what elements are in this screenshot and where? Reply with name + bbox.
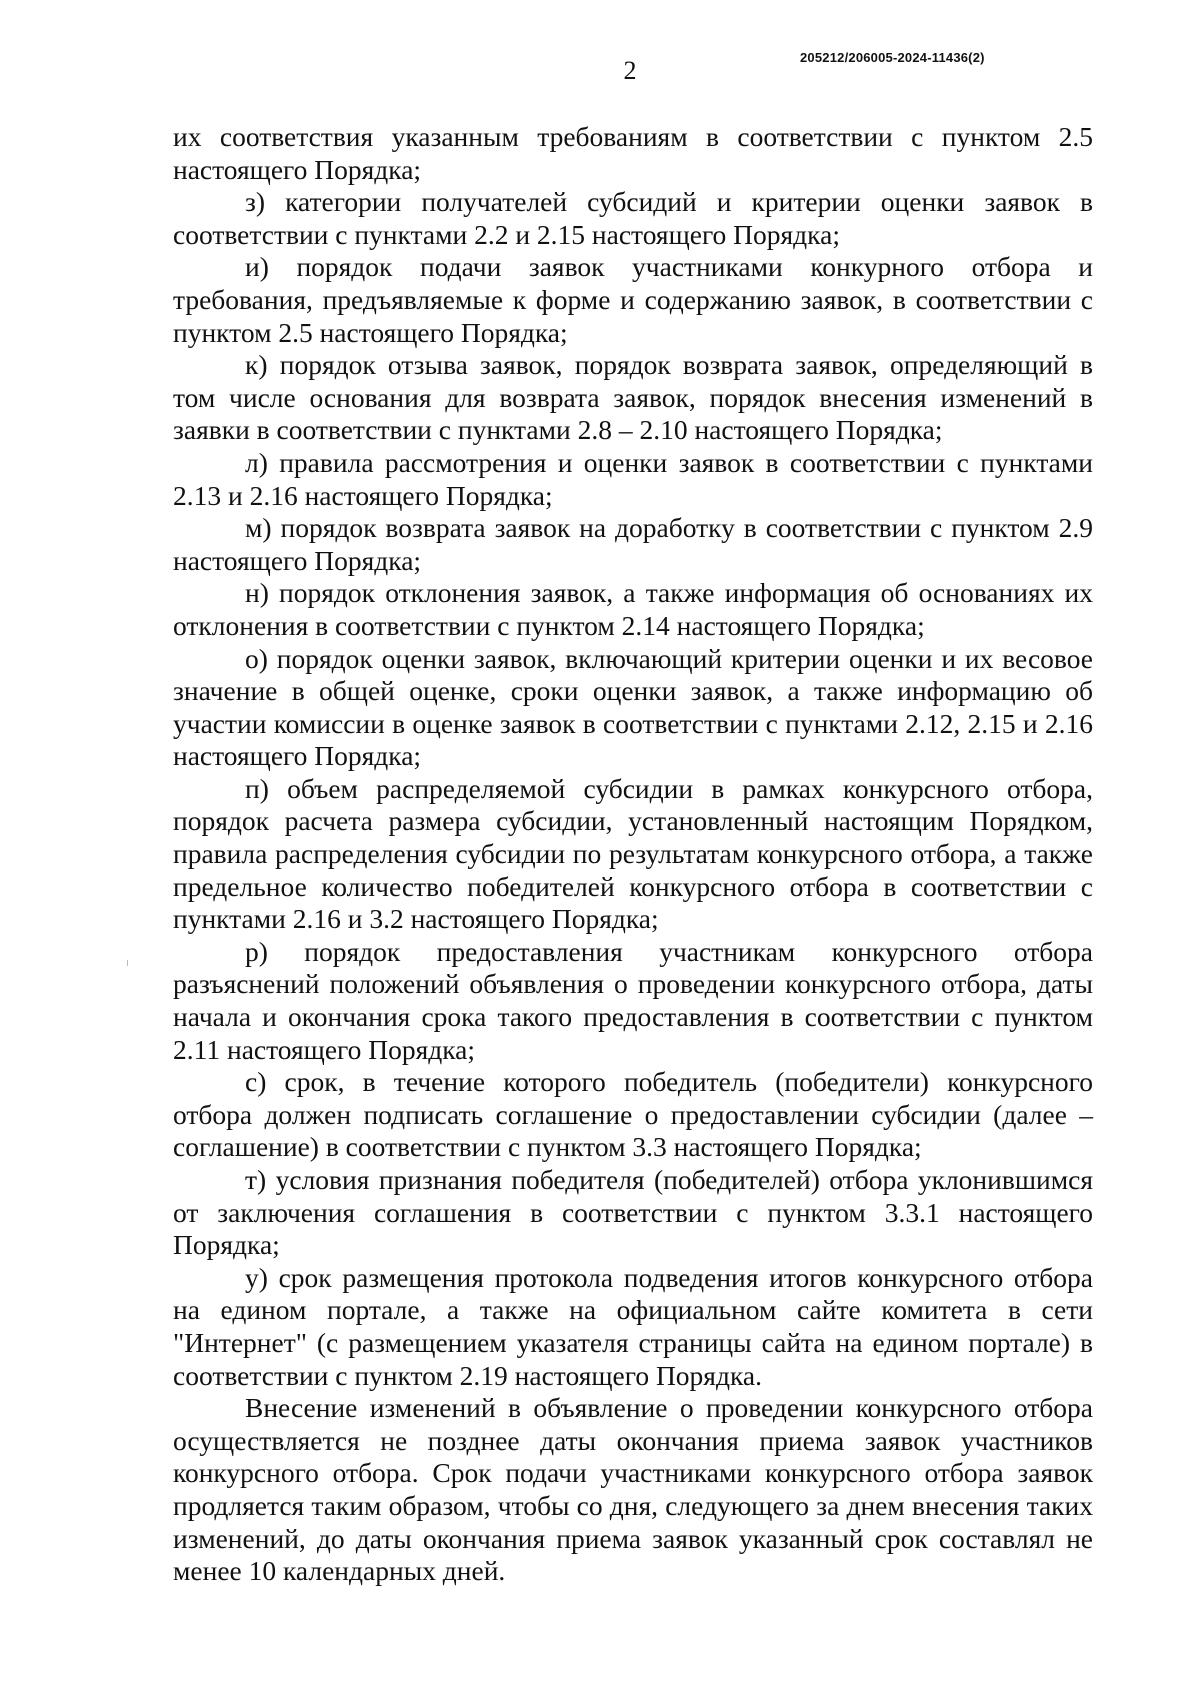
list-item-n: н) порядок отклонения заявок, а также информация об основаниях их отклонения в соответствии с пунктом 2.14 настоящего Порядка;	[173, 577, 1093, 641]
list-item-i: и) порядок подачи заявок участниками конкурного отбора и требования, предъявляемые к форме и содержанию заявок, в соответствии с пунктом 2.5 настоящего Порядка;	[173, 251, 1093, 348]
list-item-r: р) порядок предоставления участникам конкурсного отбора разъяснений положений объявления о проведении конкурсного отбора, даты начала и окончания срока такого предоставления в соответствии с пунктом 2.11 настоящего Порядка;	[173, 935, 1093, 1065]
closing-paragraph: Внесение изменений в объявление о проведении конкурсного отбора осуществляется не позднее даты окончания приема заявок участников конкурсного отбора. Срок подачи участниками конкурсного отбора заявок продляется таким образом, чтобы со дня, следующего за днем внесения таких изменений, до даты окончания приема заявок указанный срок составлял не менее 10 календарных дней.	[173, 1392, 1093, 1587]
list-item-l: л) правила рассмотрения и оценки заявок в соответствии с пунктами 2.13 и 2.16 настоящего Порядка;	[173, 446, 1093, 511]
list-item-s: с) срок, в течение которого победитель (победители) конкурсного отбора должен подписать соглашение о предоставлении субсидии (далее – соглашение) в соответствии с пунктом 3.3 настоящего Порядка;	[173, 1066, 1093, 1163]
list-item-k: к) порядок отзыва заявок, порядок возврата заявок, определяющий в том числе основания для возврата заявок, порядок внесения изменений в заявки в соответствии с пунктами 2.8 – 2.10 настоящего Порядка;	[173, 349, 1093, 446]
scan-mark	[127, 960, 128, 966]
document-id: 205212/206005-2024-11436(2)	[800, 50, 985, 65]
list-item-o: о) порядок оценки заявок, включающий критерии оценки и их весовое значение в общей оценке, сроки оценки заявок, а также информацию об участии комиссии в оценке заявок в соответствии с пунктами 2.12, 2.15 и 2.16 настоящего Порядка;	[173, 642, 1093, 772]
list-item-u: у) срок размещения протокола подведения итогов конкурсного отбора на едином портале, а также на официальном сайте комитета в сети "Интернет" (с размещением указателя страницы сайта на едином портале) в соответствии с пунктом 2.19 настоящего Порядка.	[173, 1261, 1093, 1391]
page-number: 2	[623, 56, 637, 85]
list-item-z: з) категории получателей субсидий и критерии оценки заявок в соответствии с пунктами 2.2 и 2.15 настоящего Порядка;	[173, 186, 1093, 250]
document-body	[173, 121, 1093, 1588]
list-item-p: п) объем распределяемой субсидии в рамках конкурсного отбора, порядок расчета размера субсидии, установленный настоящим Порядком, правила распределения субсидии по результатам конкурсного отбора, а также предельное количество победителей конкурсного отбора в соответствии с пунктами 2.16 и 3.2 настоящего Порядка;	[173, 772, 1093, 935]
list-item-t: т) условия признания победителя (победителей) отбора уклонившимся от заключения соглашения в соответствии с пунктом 3.3.1 настоящего Порядка;	[173, 1164, 1093, 1261]
paragraph-continuation: их соответствия указанным требованиям в соответствии с пунктом 2.5 настоящего Порядка;	[173, 121, 1093, 185]
list-item-m: м) порядок возврата заявок на доработку в соответствии с пунктом 2.9 настоящего Порядка;	[173, 512, 1093, 576]
